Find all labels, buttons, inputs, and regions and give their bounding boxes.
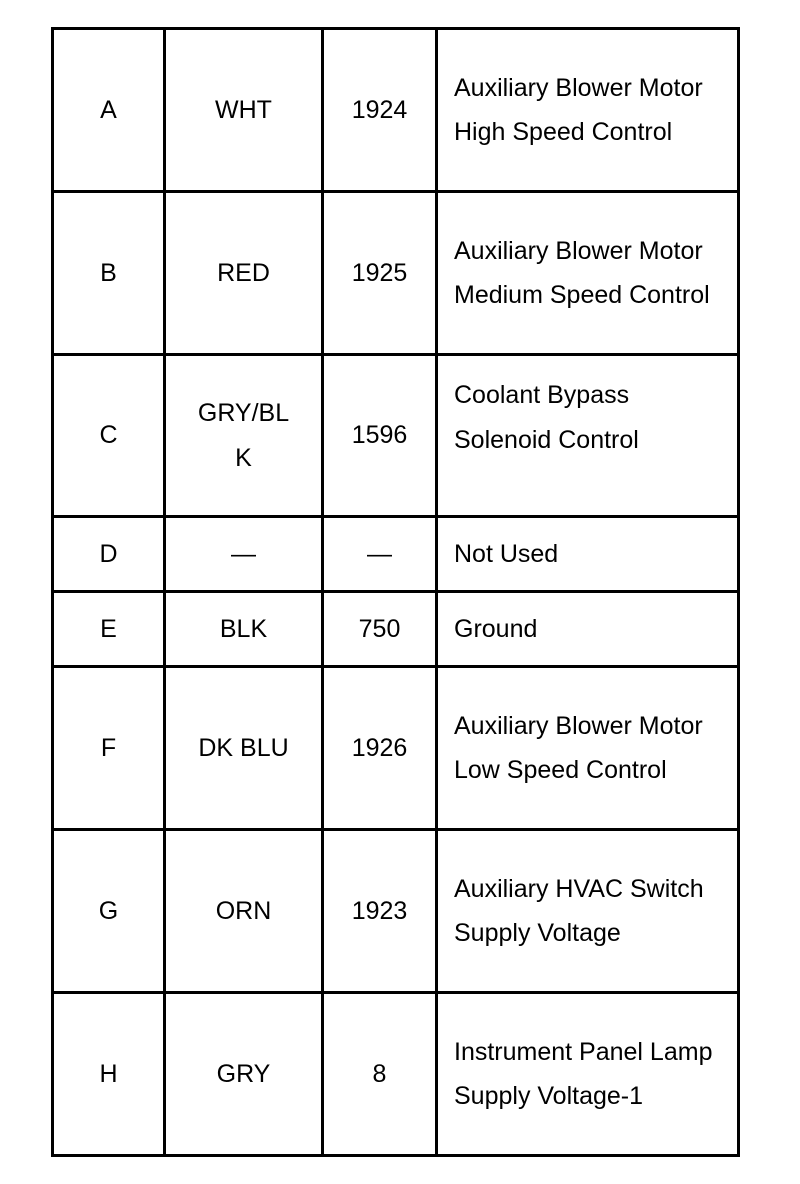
table-row	[53, 830, 739, 993]
wire-color-cell: —	[165, 517, 323, 592]
circuit-number-cell: 1596	[323, 355, 437, 517]
wire-color-cell: BLK	[165, 592, 323, 667]
wire-color-cell: ORN	[165, 830, 323, 993]
pin-cell: C	[53, 355, 165, 517]
function-cell: Instrument Panel Lamp Supply Voltage-1	[437, 993, 739, 1156]
wire-color-cell	[165, 355, 323, 517]
pin-cell: B	[53, 192, 165, 355]
table-row	[53, 592, 739, 667]
function-cell: Auxiliary HVAC Switch Supply Voltage	[437, 830, 739, 993]
function-cell: Ground	[437, 592, 739, 667]
wire-color-text: GRY/BLK	[197, 398, 290, 472]
pin-cell: F	[53, 667, 165, 830]
circuit-number-cell: 1925	[323, 192, 437, 355]
table-row	[53, 29, 739, 192]
circuit-number-cell: —	[323, 517, 437, 592]
circuit-number-cell: 750	[323, 592, 437, 667]
wire-color-cell: DK BLU	[165, 667, 323, 830]
connector-pin-table	[51, 27, 740, 1157]
function-cell: Not Used	[437, 517, 739, 592]
table-row	[53, 192, 739, 355]
function-cell: Auxiliary Blower Motor High Speed Control	[437, 29, 739, 192]
function-cell: Auxiliary Blower Motor Medium Speed Control	[437, 192, 739, 355]
function-cell: Auxiliary Blower Motor Low Speed Control	[437, 667, 739, 830]
pin-cell: H	[53, 993, 165, 1156]
pin-cell: E	[53, 592, 165, 667]
table-row	[53, 517, 739, 592]
wire-color-cell: GRY	[165, 993, 323, 1156]
circuit-number-cell: 8	[323, 993, 437, 1156]
wire-color-cell: RED	[165, 192, 323, 355]
wire-color-cell: WHT	[165, 29, 323, 192]
circuit-number-cell: 1926	[323, 667, 437, 830]
table-row	[53, 993, 739, 1156]
pin-cell: G	[53, 830, 165, 993]
pin-cell: A	[53, 29, 165, 192]
pin-cell: D	[53, 517, 165, 592]
function-cell: Coolant Bypass Solenoid Control	[437, 355, 739, 517]
circuit-number-cell: 1924	[323, 29, 437, 192]
table-row	[53, 355, 739, 517]
circuit-number-cell: 1923	[323, 830, 437, 993]
table-row	[53, 667, 739, 830]
